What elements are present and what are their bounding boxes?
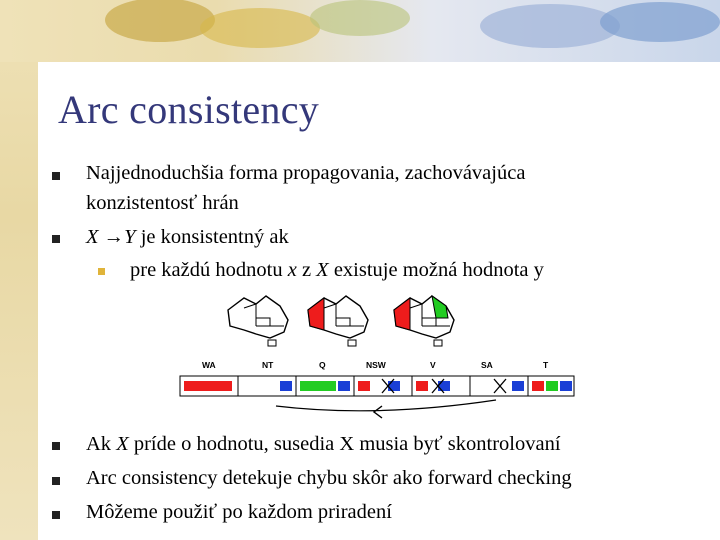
bullet-square-icon	[52, 235, 60, 243]
domain-value-blue	[438, 381, 450, 391]
column-header: NT	[262, 360, 274, 370]
bullet-square-icon	[52, 442, 60, 450]
bullet-6: Môžeme použiť po každom priradení	[86, 501, 392, 523]
australia-map-2	[308, 296, 368, 346]
var-small-x: x	[287, 259, 297, 281]
arc-arrow	[276, 400, 496, 411]
bullet-1	[86, 158, 525, 218]
arc-arrowhead-icon	[374, 406, 382, 418]
column-header: NSW	[366, 360, 386, 370]
bullet-square-icon	[52, 477, 60, 485]
sub-bullet	[130, 255, 544, 285]
slide-title: Arc consistency	[58, 87, 320, 132]
domain-value-red	[358, 381, 370, 391]
bullet-1-line2: konzistentosť hrán	[86, 192, 239, 214]
column-headers	[202, 360, 549, 370]
australia-map-3	[394, 296, 454, 346]
domain-value-green	[300, 381, 336, 391]
bullet-4	[86, 429, 561, 459]
csp-figure	[176, 284, 594, 424]
bullet-2	[86, 222, 289, 252]
sub-bullet-square-icon	[98, 268, 105, 275]
bullet-1-line1: Najjednoduchšia forma propagovania, zachovávajúca	[86, 162, 526, 184]
bullet-square-icon	[52, 511, 60, 519]
bullet-5: Arc consistency detekuje chybu skôr ako forward checking	[86, 467, 572, 489]
domain-value-blue	[560, 381, 572, 391]
column-header: T	[543, 360, 549, 370]
background-frame-left	[0, 0, 38, 540]
column-header: Q	[319, 360, 326, 370]
domain-value-blue	[338, 381, 350, 391]
column-header: SA	[481, 360, 493, 370]
domain-value-blue	[388, 381, 400, 391]
var-y: Y	[124, 226, 136, 248]
bullet-2-rest: je konsistentný ak	[135, 226, 289, 248]
bullet-4-rest: príde o hodnotu, susedia X musia byť skontrolovaní	[128, 433, 561, 455]
leaf-decoration	[100, 0, 720, 62]
bullet-square-icon	[52, 172, 60, 180]
sub-mid: z	[296, 259, 317, 281]
var-big-x: X	[116, 433, 129, 455]
australia-map-1	[228, 296, 288, 346]
bullet-4-pre: Ak	[86, 433, 117, 455]
column-header: WA	[202, 360, 216, 370]
domain-value-red	[532, 381, 544, 391]
domain-value-green	[546, 381, 558, 391]
domain-value-blue	[512, 381, 524, 391]
domain-value-red	[416, 381, 428, 391]
domain-value-blue	[280, 381, 292, 391]
var-big-x: X	[316, 259, 329, 281]
var-x: X	[86, 226, 99, 248]
sub-rest: existuje možná hodnota y	[328, 259, 544, 281]
arrow-icon: →	[103, 226, 125, 248]
domain-value-red	[184, 381, 232, 391]
column-header: V	[430, 360, 436, 370]
sub-pre: pre každú hodnotu	[130, 259, 288, 281]
